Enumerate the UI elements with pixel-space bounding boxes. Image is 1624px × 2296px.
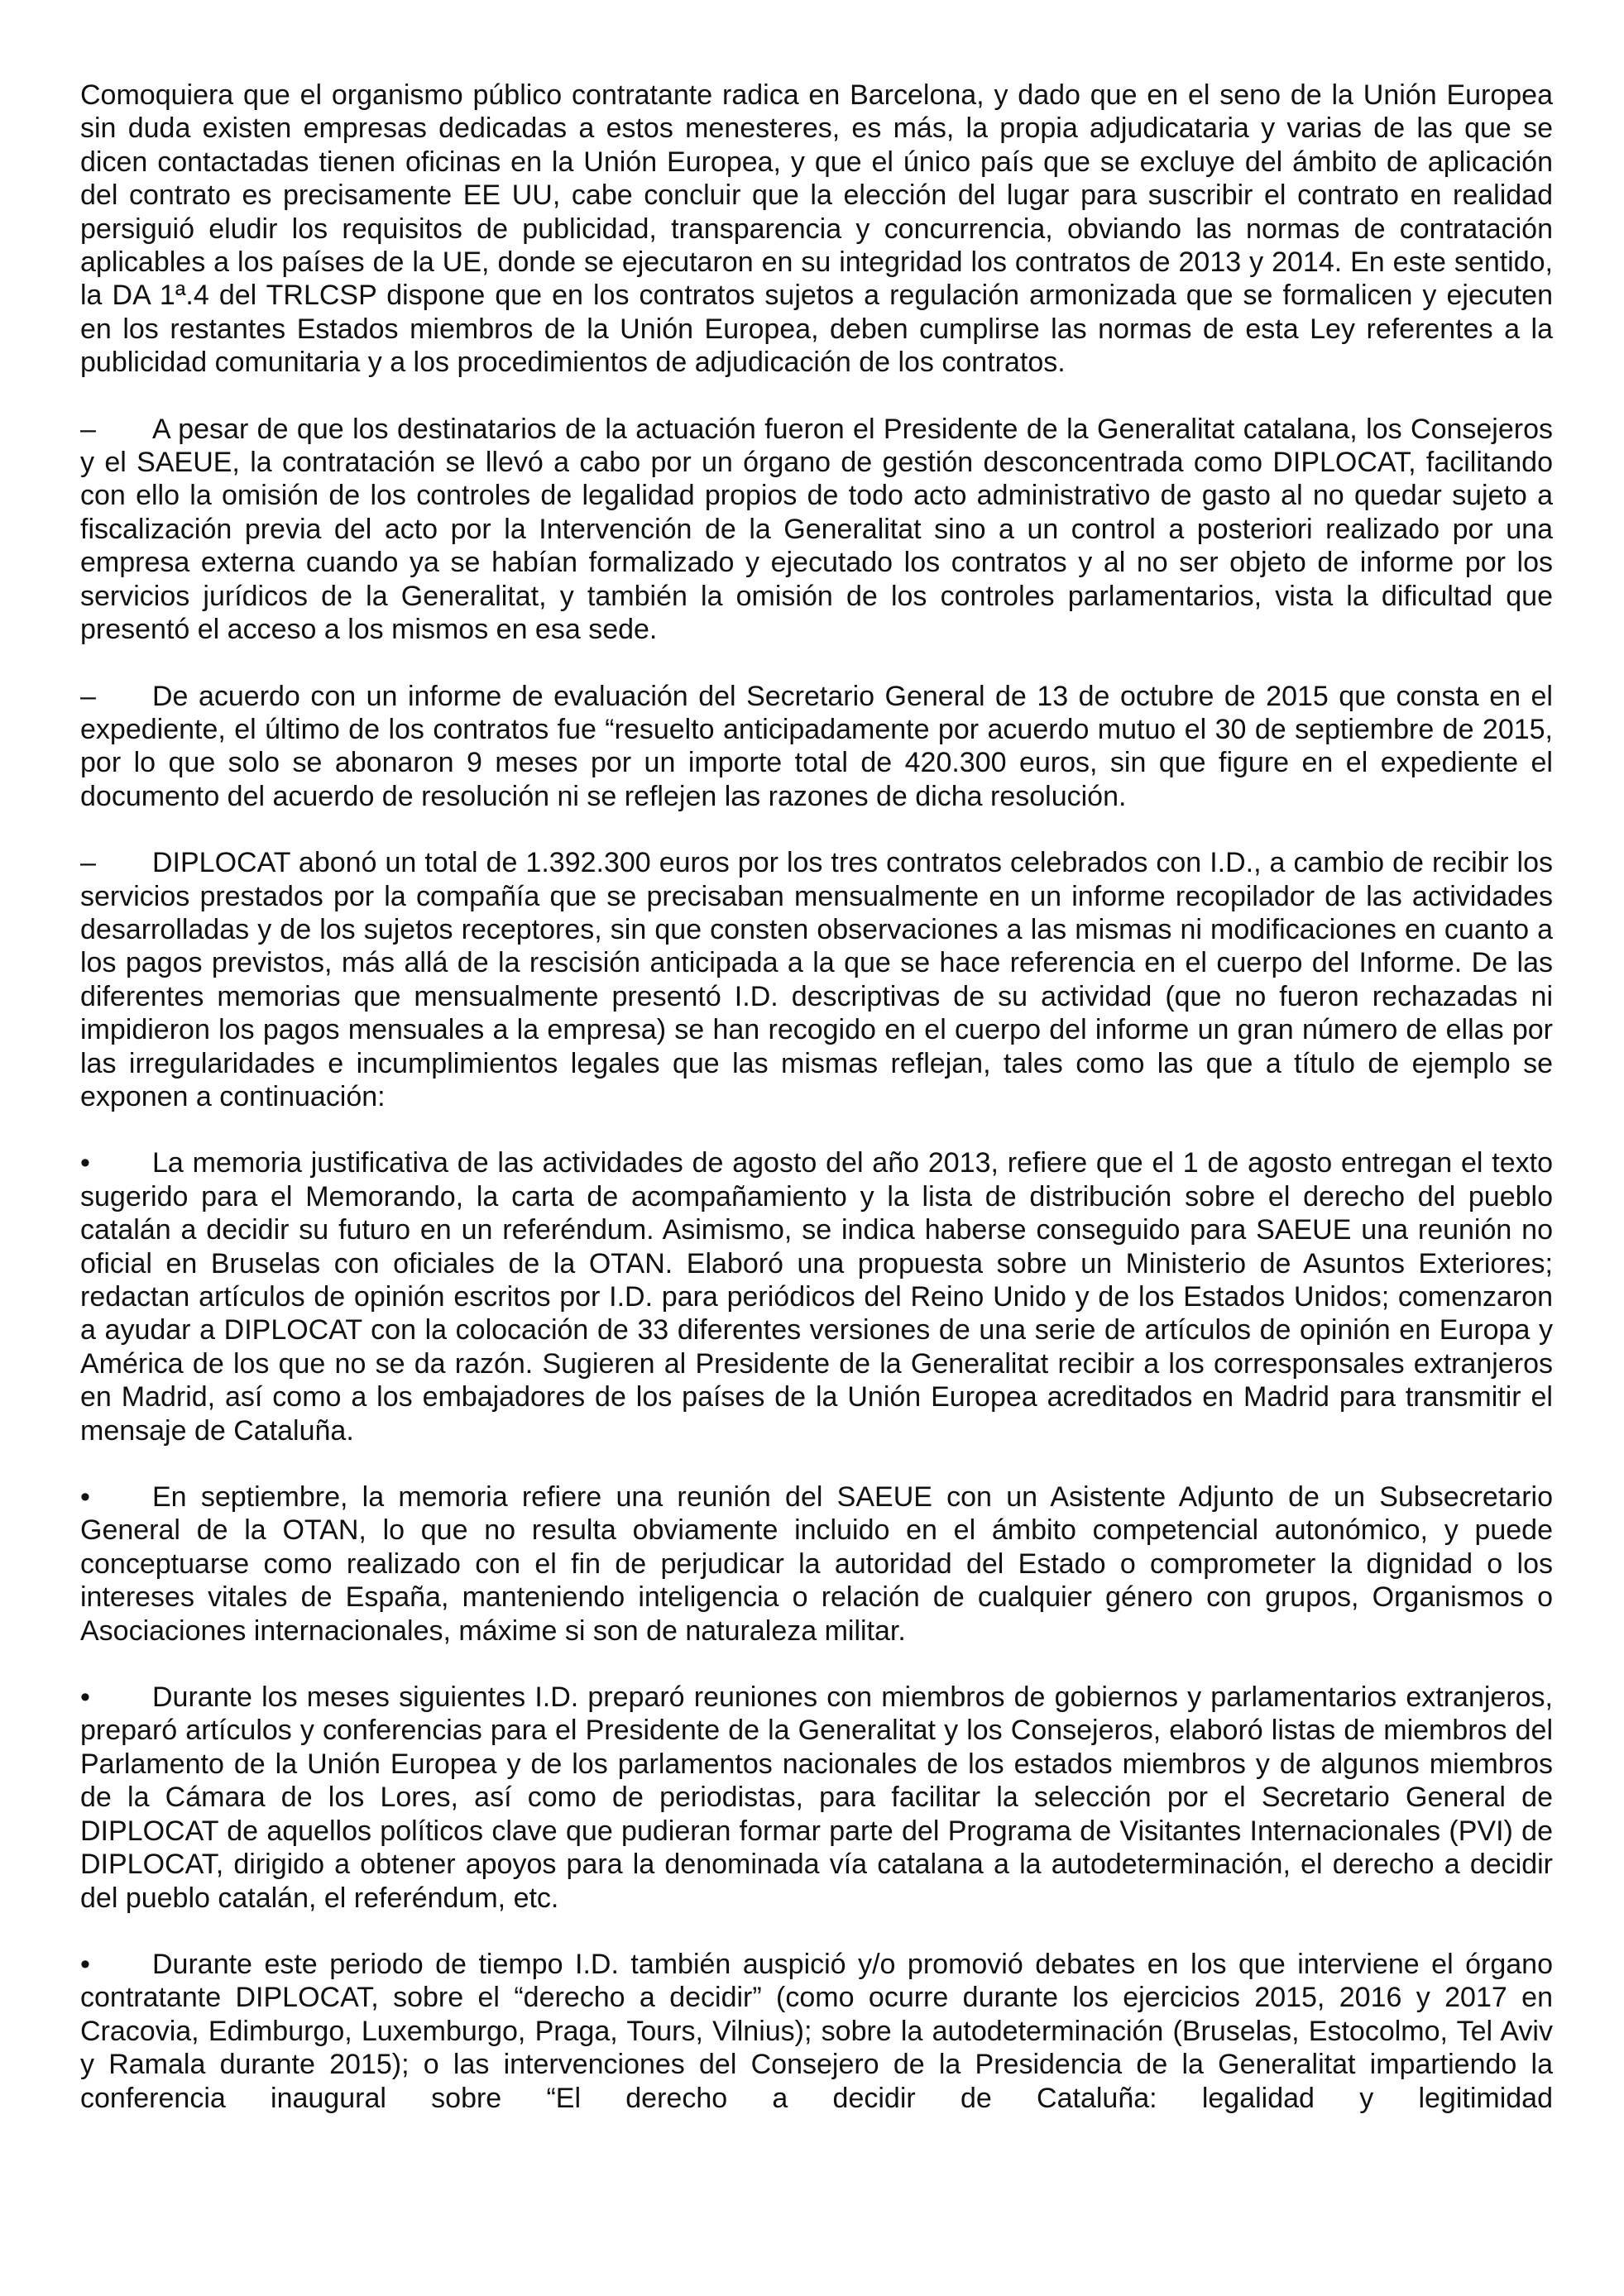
bullet-marker: •: [80, 1948, 90, 1980]
bullet-list-item: [80, 1146, 1553, 1447]
dash-list-item: [80, 846, 1553, 1113]
bullet-item-text: En septiembre, la memoria refiere una reunión del SAEUE con un Asistente Adjunto de un Subsecretario General de la OTAN, lo que no resulta obviamente incluido en el ámbito competencial autonómico, y puede conceptuarse como realizado con el fin de perjudicar la autoridad del Estado o comprometer la dignidad o los intereses vitales de España, manteniendo inteligencia o relación de cualquier género con grupos, Organismos o Asociaciones internacionales, máxime si son de naturaleza militar.: [80, 1481, 1553, 1647]
dash-list-item: [80, 413, 1553, 647]
bullet-list-item: [80, 1948, 1553, 2115]
dash-marker: –: [80, 847, 96, 879]
bullet-marker: •: [80, 1147, 90, 1179]
dash-marker: –: [80, 680, 96, 712]
intro-paragraph: Comoquiera que el organismo público contratante radica en Barcelona, y dado que en el seno de la Unión Europea sin duda existen empresas dedicadas a estos menesteres, es más, la propia adjudicataria y varias de las que se dicen contactadas tienen oficinas en la Unión Europea, y que el único país que se excluye del ámbito de aplicación del contrato es precisamente EE UU, cabe concluir que la elección del lugar para suscribir el contrato en realidad persiguió eludir los requisitos de publicidad, transparencia y concurrencia, obviando las normas de contratación aplicables a los países de la UE, donde se ejecutaron en su integridad los contratos de 2013 y 2014. En este sentido, la DA 1ª.4 del TRLCSP dispone que en los contratos sujetos a regulación armonizada que se formalicen y ejecuten en los restantes Estados miembros de la Unión Europea, deben cumplirse las normas de esta Ley referentes a la publicidad comunitaria y a los procedimientos de adjudicación de los contratos.: [80, 79, 1553, 379]
bullet-item-text: La memoria justificativa de las actividades de agosto del año 2013, refiere que el 1 de agosto entregan el texto sugerido para el Memorando, la carta de acompañamiento y la lista de distribución sobre el derecho del pueblo catalán a decidir su futuro en un referéndum. Asimismo, se indica haberse conseguido para SAEUE una reunión no oficial en Bruselas con oficiales de la OTAN. Elaboró una propuesta sobre un Ministerio de Asuntos Exteriores; redactan artículos de opinión escritos por I.D. para periódicos del Reino Unido y de los Estados Unidos; comenzaron a ayudar a DIPLOCAT con la colocación de 33 diferentes versiones de una serie de artículos de opinión en Europa y América de los que no se da razón. Sugieren al Presidente de la Generalitat recibir a los corresponsales extranjeros en Madrid, así como a los embajadores de los países de la Unión Europea acreditados en Madrid para transmitir el mensaje de Cataluña.: [80, 1147, 1553, 1447]
bullet-list-item: [80, 1480, 1553, 1648]
bullet-marker: •: [80, 1481, 90, 1514]
document-page: [80, 79, 1553, 2115]
dash-item-text: A pesar de que los destinatarios de la actuación fueron el Presidente de la Generalitat catalana, los Consejeros y el SAEUE, la contratación se llevó a cabo por un órgano de gestión desconcentrada como DIPLOCAT, facilitando con ello la omisión de los controles de legalidad propios de todo acto administrativo de gasto al no quedar sujeto a fiscalización previa del acto por la Intervención de la Generalitat sino a un control a posteriori realizado por una empresa externa cuando ya se habían formalizado y ejecutado los contratos y al no ser objeto de informe por los servicios jurídicos de la Generalitat, y también la omisión de los controles parlamentarios, vista la dificultad que presentó el acceso a los mismos en esa sede.: [80, 413, 1553, 646]
bullet-item-text: Durante los meses siguientes I.D. preparó reuniones con miembros de gobiernos y parlamentarios extranjeros, preparó artículos y conferencias para el Presidente de la Generalitat y los Consejeros, elaboró listas de miembros del Parlamento de la Unión Europea y de los parlamentos nacionales de los estados miembros y de algunos miembros de la Cámara de los Lores, así como de periodistas, para facilitar la selección por el Secretario General de DIPLOCAT de aquellos políticos clave que pudieran formar parte del Programa de Visitantes Internacionales (PVI) de DIPLOCAT, dirigido a obtener apoyos para la denominada vía catalana a la autodeterminación, el derecho a decidir del pueblo catalán, el referéndum, etc.: [80, 1681, 1553, 1914]
dash-marker: –: [80, 413, 96, 445]
bullet-marker: •: [80, 1681, 90, 1714]
bullet-item-text: Durante este periodo de tiempo I.D. también auspició y/o promovió debates en los que interviene el órgano contratante DIPLOCAT, sobre el “derecho a decidir” (como ocurre durante los ejercicios 2015, 2016 y 2017 en Cracovia, Edimburgo, Luxemburgo, Praga, Tours, Vilnius); sobre la autodeterminación (Bruselas, Estocolmo, Tel Aviv y Ramala durante 2015); o las intervenciones del Consejero de la Presidencia de la Generalitat impartiendo la conferencia inaugural sobre “El derecho a decidir de Cataluña: legalidad y legitimidad: [80, 1948, 1553, 2114]
dash-item-text: DIPLOCAT abonó un total de 1.392.300 euros por los tres contratos celebrados con I.D., a cambio de recibir los servicios prestados por la compañía que se precisaban mensualmente en un informe recopilador de las actividades desarrolladas y de los sujetos receptores, sin que consten observaciones a las mismas ni modificaciones en cuanto a los pagos previstos, más allá de la rescisión anticipada a la que se hace referencia en el cuerpo del Informe. De las diferentes memorias que mensualmente presentó I.D. descriptivas de su actividad (que no fueron rechazadas ni impidieron los pagos mensuales a la empresa) se han recogido en el cuerpo del informe un gran número de ellas por las irregularidades e incumplimientos legales que las mismas reflejan, tales como las que a título de ejemplo se exponen a continuación:: [80, 847, 1553, 1112]
dash-list-item: [80, 680, 1553, 814]
bullet-list-item: [80, 1681, 1553, 1915]
dash-item-text: De acuerdo con un informe de evaluación del Secretario General de 13 de octubre de 2015 que consta en el expediente, el último de los contratos fue “resuelto anticipadamente por acuerdo mutuo el 30 de septiembre de 2015, por lo que solo se abonaron 9 meses por un importe total de 420.300 euros, sin que figure en el expediente el documento del acuerdo de resolución ni se reflejen las razones de dicha resolución.: [80, 680, 1553, 812]
